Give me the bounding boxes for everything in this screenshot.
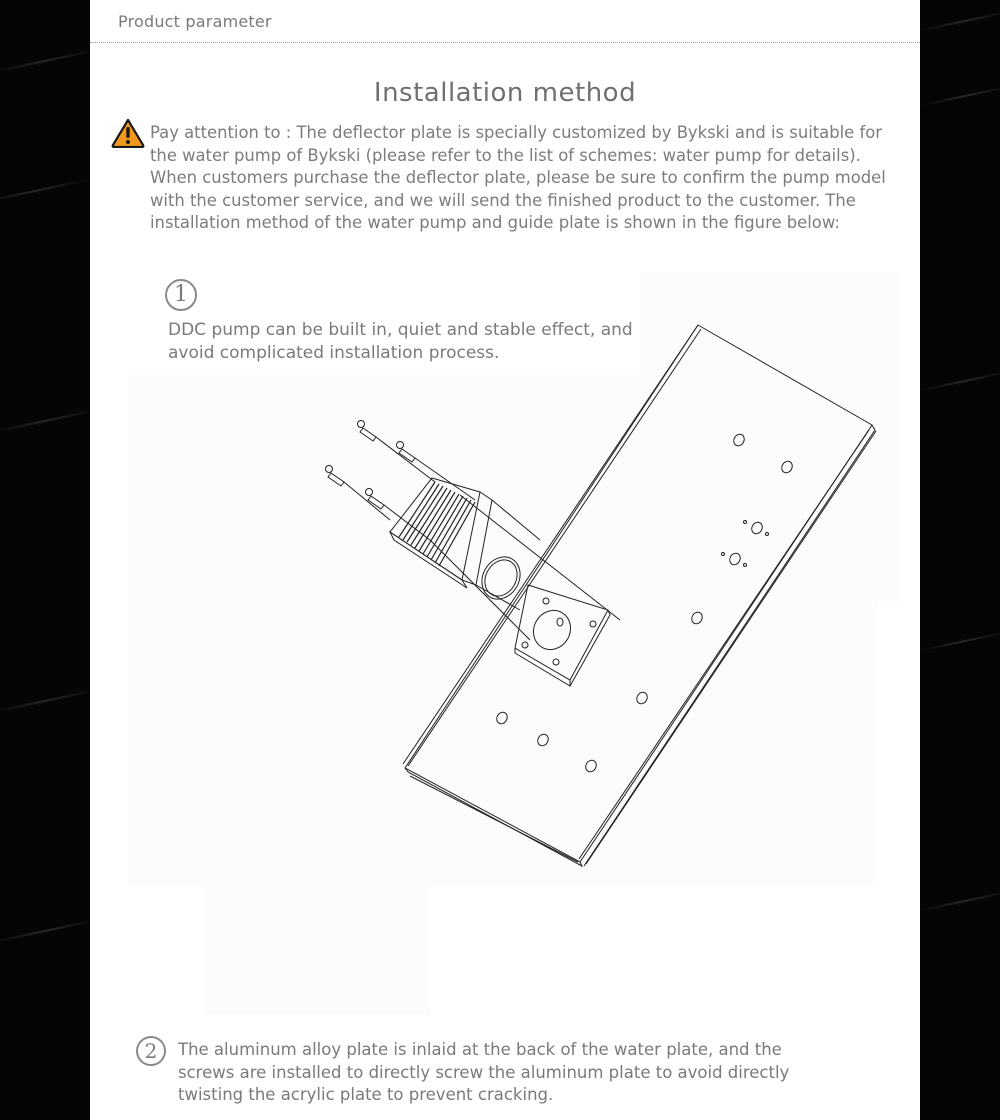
background-streak xyxy=(0,409,99,434)
background-streak xyxy=(921,891,1000,912)
background-streak xyxy=(921,371,1000,392)
step-number-badge: 1 xyxy=(165,279,197,311)
deflector-plate xyxy=(403,325,876,866)
content-panel xyxy=(90,0,920,1120)
background-streak xyxy=(0,179,89,204)
ddc-pump xyxy=(390,478,620,640)
pump-plate-exploded-diagram xyxy=(90,0,920,1120)
step-description: DDC pump can be built in, quiet and stable effect, and avoid complicated installation process. xyxy=(168,320,633,363)
background-streak xyxy=(0,919,99,944)
aluminum-bracket xyxy=(515,585,610,686)
step-description: The aluminum alloy plate is inlaid at the back of the water plate, and the screws are installed to directly screw the aluminum plate to avoid directly twisting the acrylic plate to prevent cracking. xyxy=(178,1040,790,1104)
plate-holes xyxy=(495,432,795,773)
background-streak xyxy=(921,11,1000,32)
step-number-badge: 2 xyxy=(136,1036,166,1066)
background-streak xyxy=(0,689,99,714)
header-title: Product parameter xyxy=(118,12,272,31)
background-streak xyxy=(921,86,1000,107)
background-streak xyxy=(0,49,99,74)
section-title: Installation method xyxy=(373,78,637,108)
background-streak xyxy=(921,631,1000,652)
notice-text: Pay attention to : The deflector plate is specially customized by Bykski and is suitable for the water pump of Bykski (please refer to the list of schemes: water pump for details). When customers purchase the deflector plate, please be sure to confirm the pump model with the customer service, and we will send the finished product to the customer. The installation method of the water pump and guide plate is shown in the figure below: xyxy=(150,123,886,232)
